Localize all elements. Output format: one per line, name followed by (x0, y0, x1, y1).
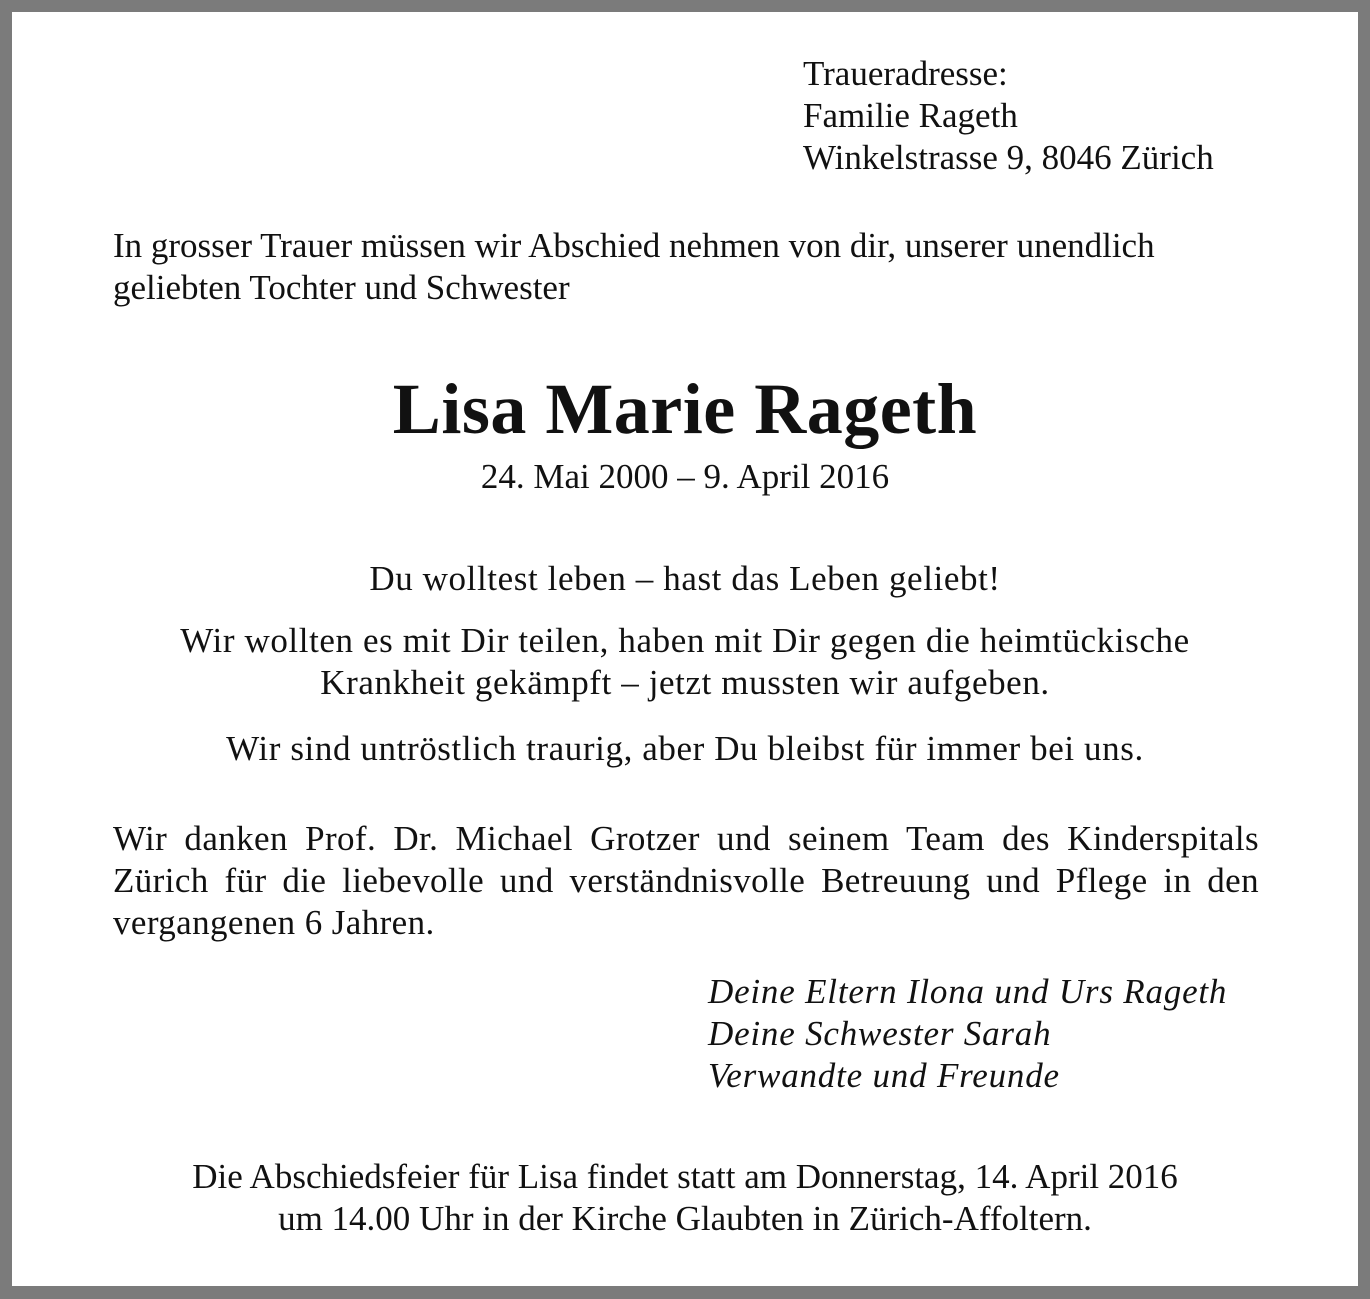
thanks-text: Wir danken Prof. Dr. Michael Grotzer und seinem Team des Kinderspitals Zürich für die liebevolle und verständnisvolle Betreuung und Pflege in den vergangenen 6 Jahren. (113, 819, 1259, 942)
address-family: Familie Rageth (803, 96, 1018, 135)
address-street: Winkelstrasse 9, 8046 Zürich (803, 138, 1214, 177)
signature-parents: Deine Eltern Ilona und Urs Rageth (708, 972, 1228, 1011)
address-heading: Traueradresse: (803, 54, 1008, 93)
signature-relatives: Verwandte und Freunde (708, 1056, 1060, 1095)
verse-line-1: Du wolltest leben – hast das Leben geliebt! (369, 559, 1001, 598)
life-dates: 24. Mai 2000 – 9. April 2016 (480, 457, 890, 496)
deceased-name: Lisa Marie Rageth (392, 369, 978, 449)
verse-line-3: Wir sind untröstlich traurig, aber Du bleibst für immer bei uns. (226, 729, 1144, 768)
ceremony-info (12, 1156, 1358, 1240)
mourning-address (803, 53, 1214, 179)
ceremony-line-1: Die Abschiedsfeier für Lisa findet statt am Donnerstag, 14. April 2016 (192, 1157, 1178, 1196)
ceremony-line-2: um 14.00 Uhr in der Kirche Glaubten in Zürich-Affoltern. (278, 1199, 1092, 1238)
intro-text: In grosser Trauer müssen wir Abschied nehmen von dir, unserer unendlich geliebten Tochter und Schwester (113, 226, 1155, 307)
signature-sister: Deine Schwester Sarah (708, 1014, 1052, 1053)
signature (708, 971, 1227, 1097)
obituary-notice (12, 12, 1358, 1286)
verse-line-2: Wir wollten es mit Dir teilen, haben mit Dir gegen die heimtückische Krankheit gekämpft – jetzt mussten wir aufgeben. (180, 621, 1190, 702)
